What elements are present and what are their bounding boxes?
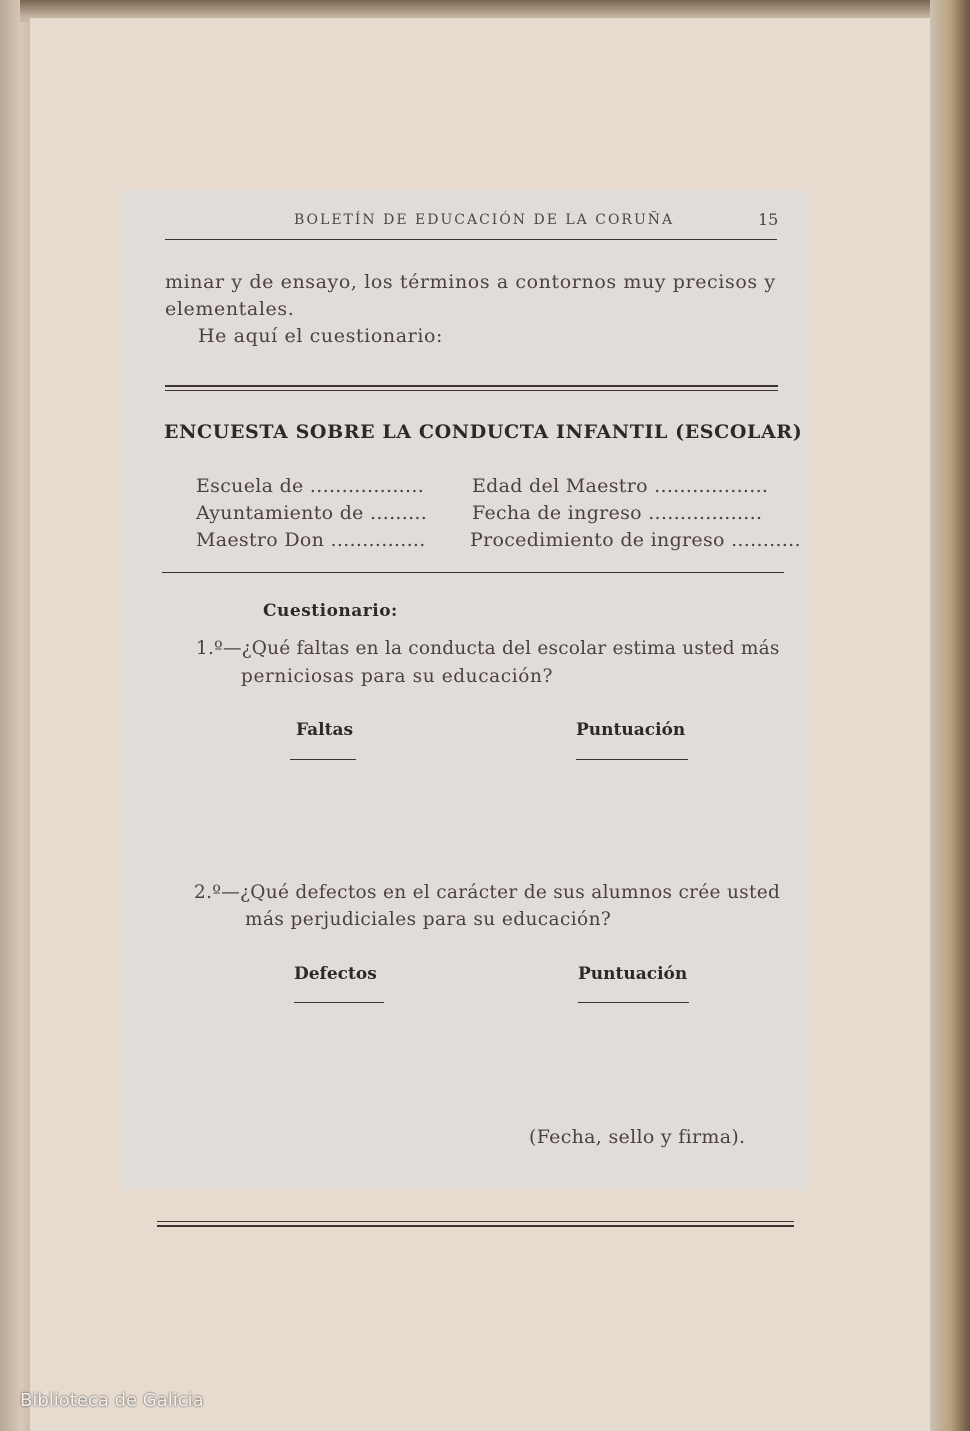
field-ayuntamiento: Ayuntamiento de ......... bbox=[196, 502, 428, 524]
double-rule-top bbox=[165, 385, 778, 387]
question-1-line-1: 1.º—¿Qué faltas en la conducta del escolar estima usted más bbox=[196, 638, 780, 659]
running-title: BOLETÍN DE EDUCACIÓN DE LA CORUÑA bbox=[294, 212, 675, 228]
intro-line-2: elementales. bbox=[165, 298, 295, 320]
q1-faltas-rule bbox=[290, 759, 356, 760]
question-2-line-1: 2.º—¿Qué defectos en el carácter de sus alumnos crée usted bbox=[194, 882, 781, 903]
page-number: 15 bbox=[758, 210, 779, 229]
library-watermark: Biblioteca de Galicia bbox=[20, 1390, 204, 1411]
questionnaire-heading: Cuestionario: bbox=[263, 601, 398, 621]
field-maestro: Maestro Don ............... bbox=[196, 529, 426, 551]
bottom-rule-bottom bbox=[157, 1225, 794, 1227]
header-rule bbox=[165, 239, 777, 240]
book-edge-left bbox=[0, 0, 30, 1431]
q2-column-puntuacion: Puntuación bbox=[578, 964, 688, 984]
intro-line-1: minar y de ensayo, los términos a contornos muy precisos y bbox=[165, 271, 776, 293]
intro-line-3: He aquí el cuestionario: bbox=[198, 325, 444, 347]
field-fecha-ingreso: Fecha de ingreso .................. bbox=[472, 502, 763, 524]
double-rule-bottom bbox=[165, 390, 778, 391]
bottom-rule-top bbox=[157, 1221, 794, 1222]
q1-column-faltas: Faltas bbox=[296, 720, 354, 740]
book-edge-right bbox=[930, 0, 970, 1431]
field-escuela: Escuela de .................. bbox=[196, 475, 425, 497]
signature-line: (Fecha, sello y firma). bbox=[529, 1126, 746, 1148]
q2-defectos-rule bbox=[294, 1002, 384, 1003]
question-1-line-2: perniciosas para su educación? bbox=[241, 666, 554, 687]
q2-puntuacion-rule bbox=[578, 1002, 689, 1003]
q1-column-puntuacion: Puntuación bbox=[576, 720, 686, 740]
q2-column-defectos: Defectos bbox=[294, 964, 377, 984]
fields-rule bbox=[162, 572, 784, 573]
survey-title: ENCUESTA SOBRE LA CONDUCTA INFANTIL (ESCOLAR) bbox=[164, 421, 803, 443]
field-procedimiento: Procedimiento de ingreso ........... bbox=[470, 529, 801, 551]
question-2-line-2: más perjudiciales para su educación? bbox=[245, 909, 612, 930]
field-edad-maestro: Edad del Maestro .................. bbox=[472, 475, 769, 497]
q1-puntuacion-rule bbox=[576, 759, 688, 760]
